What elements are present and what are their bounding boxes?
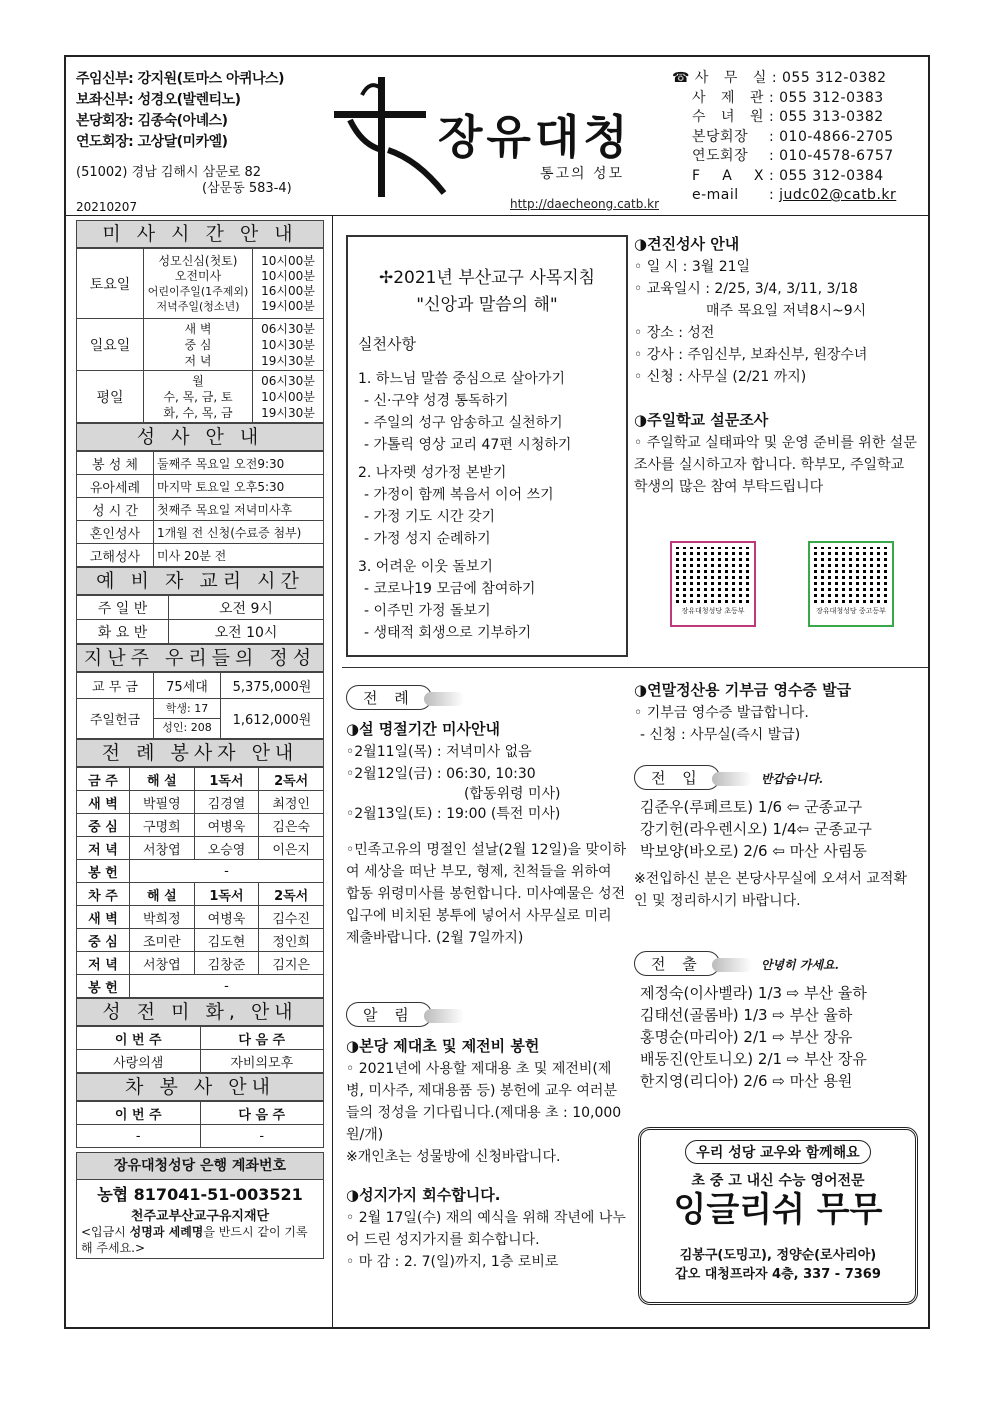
staff-list [76,69,336,153]
move-in-section [634,765,920,912]
bulletin-page [64,55,930,1329]
notice-heading-candles: ◑본당 제대초 및 제전비 봉헌 [346,1037,540,1055]
website-link[interactable]: http://daecheong.catb.kr [510,197,660,211]
diocese-icon: ✢ [378,268,394,288]
contact-office: ☎ 사 무 실 : 055 312-0382 [672,70,887,86]
liturgy-section [346,685,628,949]
address-line1: (51002) 경남 김해시 삼문로 82 [76,165,262,180]
receipt-line: ◦ 기부금 영수증 발급합니다. [634,705,809,721]
sacraments-title: 성 사 안 내 [76,423,324,451]
staff-line: 보좌신부: 성경오(발렌티노) [76,92,241,108]
receipt-line: - 신청 : 사무실(즉시 발급) [640,727,801,743]
weekday-masses: 월 수, 목, 금, 토 화, 수, 목, 금 [144,371,253,423]
offering-title: 지난주 우리들의 정성 [76,644,324,672]
ad-banner: 우리 성당 교우와 함께해요 [685,1140,870,1164]
issue-date: 20210207 [76,200,138,214]
sunday-masses: 새 벽 중 심 저 녁 [144,319,253,371]
sunday-times: 06시30분 10시30분 19시30분 [253,319,324,371]
list-item: 배동진(안토니오) 2/1 ⇨ 부산 장유 [640,1050,867,1068]
column-divider [332,215,333,1327]
saturday-masses: 성모신심(첫토) 오전미사 어린이주일(1주제외) 저녁주일(청소년) [144,249,253,319]
move-in-tag: 전 입 [634,765,720,790]
pastoral-subtitle: 실천사항 [358,335,416,353]
mass-times-table [76,248,324,423]
ad-name: 잉글리쉬 무무 [673,1190,883,1230]
list-item: 박보양(바오로) 2/6 ⇦ 마산 사림동 [640,842,867,860]
contact-rectory: 사 제 관 : 055 312-0383 [692,89,884,106]
liturgy-line: ◦2월12일(금) : 06:30, 10:30 [346,766,536,782]
list-item: 강기헌(라우렌시오) 1/4⇦ 군종교구 [640,820,872,838]
notice-section [346,1002,628,1273]
qr-code-elementary[interactable]: 장유대청성당 초등부 [670,541,756,627]
contact-memorial-president: 연도회장 : 010-4578-6757 [692,148,894,164]
confirmation-line: ◦ 일 시 : 3월 21일 [634,259,751,275]
liturgy-heading: ◑설 명절기간 미사안내 [346,720,500,738]
pastoral-title: ✢2021년 부산교구 사목지침 [378,268,596,288]
servers-table: 금 주 해 설 1독서 2독서 새 벽 박필영 김경열 최정인 중 심 구명희 여병욱 김은숙 저 녁 서창엽 오승영 이은지 봉 헌 - 차 주 해 설 1독서 2독서 새 벽 박희정 여병욱 김수진 중 심 조미란 김도현 정인희 저 녁 서창엽 김창준 김지은 봉 헌 - [76,767,324,998]
notice-paragraph: ◦ 2월 17일(수) 재의 예식을 위해 작년에 나누어 드린 성지가지를 회수합니다. [346,1210,626,1248]
day-saturday: 토요일 [77,249,144,319]
notice-deadline: ◦ 마 감 : 2. 7(일)까지, 1층 로비로 [346,1254,559,1270]
notice-note: ※개인초는 성물방에 신청바랍니다. [346,1149,561,1165]
middle-divider [342,667,628,668]
day-weekday: 평일 [77,371,144,423]
catechumen-title: 예 비 자 교리 시간 [76,567,324,595]
ad-owners: 김봉구(도밍고), 정양순(로사리아) [679,1248,877,1263]
staff-line: 주임신부: 강지원(토마스 아퀴나스) [76,71,284,87]
move-out-list [634,982,920,1092]
contact-fax: F A X : 055 312-0384 [692,167,884,184]
receipt-heading: ◑연말정산용 기부금 영수증 발급 [634,681,852,699]
liturgy-tag: 전 례 [346,685,432,710]
bank-holder: 천주교부산교구유지재단 [130,1209,270,1224]
confirmation-line: ◦ 강사 : 주임신부, 보좌신부, 원장수녀 [634,347,868,363]
survey-heading: ◑주일학교 설문조사 [634,411,769,429]
move-in-greeting: 반갑습니다. [760,772,823,786]
bank-title: 장유대청성당 은행 계좌번호 [76,1152,324,1180]
list-item: 한지영(리디아) 2/6 ⇨ 마산 용원 [640,1072,853,1090]
liturgy-paragraph: ◦민족고유의 명절인 설날(2월 12일)을 맞이하여 세상을 떠난 부모, 형제, 친척들을 위하여 합동 위령미사를 봉헌합니다. 미사예물은 성전입구에 비치된 봉투에 넣어서 사무실로 미리 제출바랍니다. (2월 7일까지) [346,842,627,946]
saturday-times: 10시00분 10시00분 16시00분 19시00분 [253,249,324,319]
pastoral-list: 1. 하느님 말씀 중심으로 살아가기 - 신·구약 성경 통독하기 - 주일의 성구 암송하고 실천하기 - 가톨릭 영상 교리 47편 시청하기 2. 나자렛 성가정 본받기 - 가정이 함께 복음서 이어 쓰기 - 가정 기도 시간 갖기 - 가정 성지 순례하기 3. 어려운 이웃 돌보기 - 코로나19 모금에 참여하기 - 이주민 가정 돌보기 - 생태적 회생으로 기부하기 [358,371,572,641]
notice-heading-palms: ◑성지가지 회수합니다. [346,1186,501,1204]
list-item: 김태선(골롬바) 1/3 ⇨ 부산 율하 [640,1006,853,1024]
survey-section [634,407,920,498]
ad-line1: 초 중 고 내신 수능 영어전문 [691,1173,865,1189]
list-item: 제정숙(이사벨라) 1/3 ⇨ 부산 율하 [640,984,867,1002]
confirmation-line: ◦ 장소 : 성전 [634,325,715,341]
contact-email: e-mail : judc02@catb.kr [692,187,897,203]
day-sunday: 일요일 [77,319,144,371]
confirmation-section [634,231,920,388]
liturgy-line: ◦2월13일(토) : 19:00 (특전 미사) [346,806,561,822]
staff-line: 본당회장: 김종숙(아녜스) [76,113,228,129]
notice-tag: 알 림 [346,1002,432,1027]
address-line2: (삼문동 583-4) [202,181,292,196]
right-divider [628,667,928,668]
mass-times-title: 미 사 시 간 안 내 [76,220,324,248]
qr-code-icon [676,547,750,603]
confirmation-line: ◦ 신청 : 사무실 (2/21 까지) [634,369,807,385]
qr-code-icon [814,547,888,603]
bulletin-title: 장유대청 [438,110,632,164]
servers-title: 전 례 봉사자 안내 [76,739,324,767]
list-item: 홍명순(마리아) 2/1 ⇨ 부산 장유 [640,1028,853,1046]
sidebar [76,220,324,1259]
qr-code-highschool[interactable]: 장유대청성당 중고등부 [808,541,894,627]
bank-box [76,1180,324,1259]
contacts [672,69,896,206]
notice-paragraph: ◦ 2021년에 사용할 제대용 초 및 제전비(제병, 미사주, 제대용품 등) 봉헌에 교우 여러분들의 정성을 기다립니다.(제대용 초 : 10,000원/개) [346,1061,622,1143]
survey-paragraph: ◦ 주일학교 실태파악 및 운영 준비를 위한 설문조사를 실시하고자 합니다. 학부모, 주일학교 학생의 많은 참여 부탁드립니다 [634,435,917,495]
pastoral-box [346,235,628,657]
staff-line: 연도회장: 고상달(미카엘) [76,134,228,150]
contact-parish-president: 본당회장 : 010-4866-2705 [692,128,894,145]
cross-logo-icon [332,75,450,201]
tea-title: 차 봉 사 안내 [76,1073,324,1101]
move-in-note: ※전입하신 분은 본당사무실에 오셔서 교적확인 및 정리하시기 바랍니다. [634,871,907,909]
flowers-table: 이 번 주 다 음 주 사랑의샘 자비의모후 [76,1026,324,1073]
move-out-tag: 전 출 [634,951,720,976]
receipt-section [634,677,920,746]
offering-table: 교 무 금 75세대 5,375,000원 주일헌금 학생: 17 성인: 208 1,612,000원 [76,672,324,739]
bank-note: <입금시 성명과 세례명을 반드시 같이 기록해 주세요.> [81,1225,308,1255]
academy-ad [638,1127,918,1305]
header-divider [66,215,928,216]
sacraments-table: 봉 성 체 둘째주 목요일 오전9:30 유아세례 마지막 토요일 오후5:30 성 시 간 첫째주 목요일 저녁미사후 혼인성사 1개월 전 신청(수료증 첨부) 고해성사 미사 20분 전 [76,451,324,567]
flowers-title: 성 전 미 화, 안내 [76,998,324,1026]
bulletin-subtitle: 통고의 성모 [540,166,625,182]
contact-convent: 수 녀 원 : 055 313-0382 [692,109,884,125]
bank-account: 농협 817041-51-003521 [97,1185,303,1204]
confirmation-heading: ◑견진성사 안내 [634,235,740,253]
offering-counts: 학생: 17 성인: 208 [154,699,221,739]
catechumen-table: 주 일 반 오전 9시 화 요 반 오전 10시 [76,595,324,644]
confirmation-line: 매주 목요일 저녁8시~9시 [706,303,867,319]
move-out-section [634,951,920,1092]
move-out-greeting: 안녕히 가세요. [760,958,839,972]
ad-address: 갑오 대청프라자 4층, 337 - 7369 [675,1267,881,1282]
list-item: 김준우(루페르토) 1/6 ⇦ 군종교구 [640,798,863,816]
move-in-list [634,796,920,862]
liturgy-line: ◦2월11일(목) : 저녁미사 없음 [346,744,532,760]
address [76,165,316,197]
pastoral-motto: "신앙과 말씀의 해" [416,295,558,315]
confirmation-line: ◦ 교육일시 : 2/25, 3/4, 3/11, 3/18 [634,281,858,297]
email-link[interactable]: judc02@catb.kr [779,187,897,203]
liturgy-line: (합동위령 미사) [464,786,561,802]
tea-table: 이 번 주 다 음 주 - - [76,1101,324,1148]
weekday-times: 06시30분 10시00분 19시30분 [253,371,324,423]
